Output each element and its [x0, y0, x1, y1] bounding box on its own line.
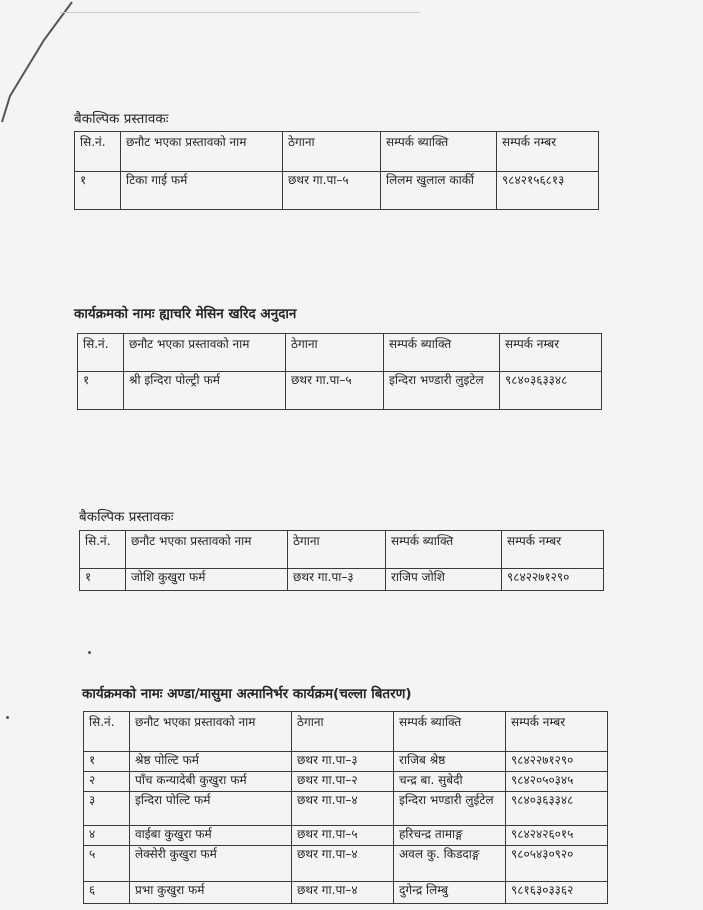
header-contact: सम्पर्क ब्याक्ति — [384, 334, 500, 372]
table-row — [78, 372, 602, 410]
cell-name: श्रेष्ठ पोल्टि फर्म — [130, 752, 292, 772]
scan-corner-fold — [0, 0, 80, 130]
cell-name: प्रभा कुखुरा फर्म — [130, 882, 292, 904]
cell-number: ९८०५४३०९२० — [506, 846, 608, 882]
header-contact: सम्पर्क ब्याक्ति — [381, 132, 497, 172]
scan-speck — [6, 716, 9, 719]
cell-name: इन्दिरा पोल्टि फर्म — [130, 792, 292, 826]
cell-name: पाँच कन्यादेबी कुखुरा फर्म — [130, 772, 292, 792]
cell-address: छथर गा.पा–३ — [288, 569, 386, 591]
table-header-row — [84, 712, 608, 752]
header-address: ठेगाना — [288, 531, 386, 569]
section-2-table — [77, 333, 602, 410]
cell-name: वाईबा कुखुरा फर्म — [130, 826, 292, 846]
section-4-table — [83, 711, 608, 904]
cell-address: छथर गा.पा–४ — [292, 882, 394, 904]
header-contact: सम्पर्क ब्याक्ति — [386, 531, 502, 569]
cell-contact: राजिब श्रेष्ठ — [394, 752, 506, 772]
cell-number: ९८४२४२६०१५ — [506, 826, 608, 846]
header-name: छनौट भएका प्रस्तावको नाम — [124, 334, 286, 372]
cell-contact: अवल कु. किडदाङ्ग — [394, 846, 506, 882]
header-sn: सि.नं. — [84, 712, 130, 752]
table-row — [75, 172, 599, 210]
header-number: सम्पर्क नम्बर — [506, 712, 608, 752]
cell-address: छथर गा.पा–४ — [292, 792, 394, 826]
cell-contact: लिलम खुलाल कार्की — [381, 172, 497, 210]
table-row — [84, 882, 608, 904]
header-sn: सि.नं. — [75, 132, 121, 172]
header-number: सम्पर्क नम्बर — [502, 531, 604, 569]
table-row — [80, 569, 604, 591]
cell-number: ९८४२१५६८१३ — [497, 172, 599, 210]
cell-sn: ४ — [84, 826, 130, 846]
table-row — [84, 772, 608, 792]
cell-number: ९८४२०५०३४५ — [506, 772, 608, 792]
cell-contact: हरिचन्द्र तामाङ्ग — [394, 826, 506, 846]
header-sn: सि.नं. — [78, 334, 124, 372]
section-1-heading: बैकल्पिक प्रस्तावकः — [74, 111, 169, 127]
cell-name: जोशि कुखुरा फर्म — [126, 569, 288, 591]
cell-contact: दुगेन्द्र लिम्बु — [394, 882, 506, 904]
cell-sn: ३ — [84, 792, 130, 826]
cell-sn: ६ — [84, 882, 130, 904]
cell-number: ९८४२२७१२९० — [506, 752, 608, 772]
header-contact: सम्पर्क ब्याक्ति — [394, 712, 506, 752]
header-name: छनौट भएका प्रस्तावको नाम — [126, 531, 288, 569]
section-3-table — [79, 530, 604, 591]
table-header-row — [75, 132, 599, 172]
header-number: सम्पर्क नम्बर — [500, 334, 602, 372]
table-row — [84, 752, 608, 772]
cell-number: ९८४०३६३३४८ — [500, 372, 602, 410]
cell-number: ९८४२२७१२९० — [502, 569, 604, 591]
cell-sn: १ — [84, 752, 130, 772]
cell-contact: इन्दिरा भण्डारी लुईटेल — [394, 792, 506, 826]
scan-edge-line — [60, 12, 420, 13]
cell-address: छथर गा.पा–५ — [283, 172, 381, 210]
cell-contact: चन्द्र बा. सुबेदी — [394, 772, 506, 792]
table-row — [84, 792, 608, 826]
header-name: छनौट भएका प्रस्तावको नाम — [130, 712, 292, 752]
cell-address: छथर गा.पा–२ — [292, 772, 394, 792]
header-address: ठेगाना — [283, 132, 381, 172]
table-header-row — [78, 334, 602, 372]
header-number: सम्पर्क नम्बर — [497, 132, 599, 172]
cell-address: छथर गा.पा–५ — [292, 826, 394, 846]
cell-address: छथर गा.पा–४ — [292, 846, 394, 882]
cell-number: ९८१६३०३३६२ — [506, 882, 608, 904]
table-row — [84, 826, 608, 846]
cell-name: टिका गाई फर्म — [121, 172, 283, 210]
section-3-heading: बैकल्पिक प्रस्तावकः — [79, 509, 174, 525]
section-4-heading: कार्यक्रमको नामः अण्डा/मासुमा अत्मानिर्भर कार्यक्रम(चल्ला बितरण) — [82, 686, 412, 702]
cell-contact: इन्दिरा भण्डारी लुइटेल — [384, 372, 500, 410]
header-address: ठेगाना — [292, 712, 394, 752]
table-row — [84, 846, 608, 882]
cell-address: छथर गा.पा–३ — [292, 752, 394, 772]
header-name: छनौट भएका प्रस्तावको नाम — [121, 132, 283, 172]
header-address: ठेगाना — [286, 334, 384, 372]
cell-sn: ५ — [84, 846, 130, 882]
header-sn: सि.नं. — [80, 531, 126, 569]
cell-name: लेक्सेरी कुखुरा फर्म — [130, 846, 292, 882]
cell-sn: १ — [75, 172, 121, 210]
section-2-heading: कार्यक्रमको नामः ह्याचरि मेसिन खरिद अनुदान — [74, 306, 297, 322]
cell-contact: राजिप जोशि — [386, 569, 502, 591]
cell-sn: २ — [84, 772, 130, 792]
cell-number: ९८४०३६३३४८ — [506, 792, 608, 826]
cell-sn: १ — [78, 372, 124, 410]
table-header-row — [80, 531, 604, 569]
scan-speck — [88, 651, 91, 654]
cell-sn: १ — [80, 569, 126, 591]
cell-address: छथर गा.पा–५ — [286, 372, 384, 410]
section-1-table — [74, 131, 599, 210]
cell-name: श्री इन्दिरा पोल्ट्री फर्म — [124, 372, 286, 410]
